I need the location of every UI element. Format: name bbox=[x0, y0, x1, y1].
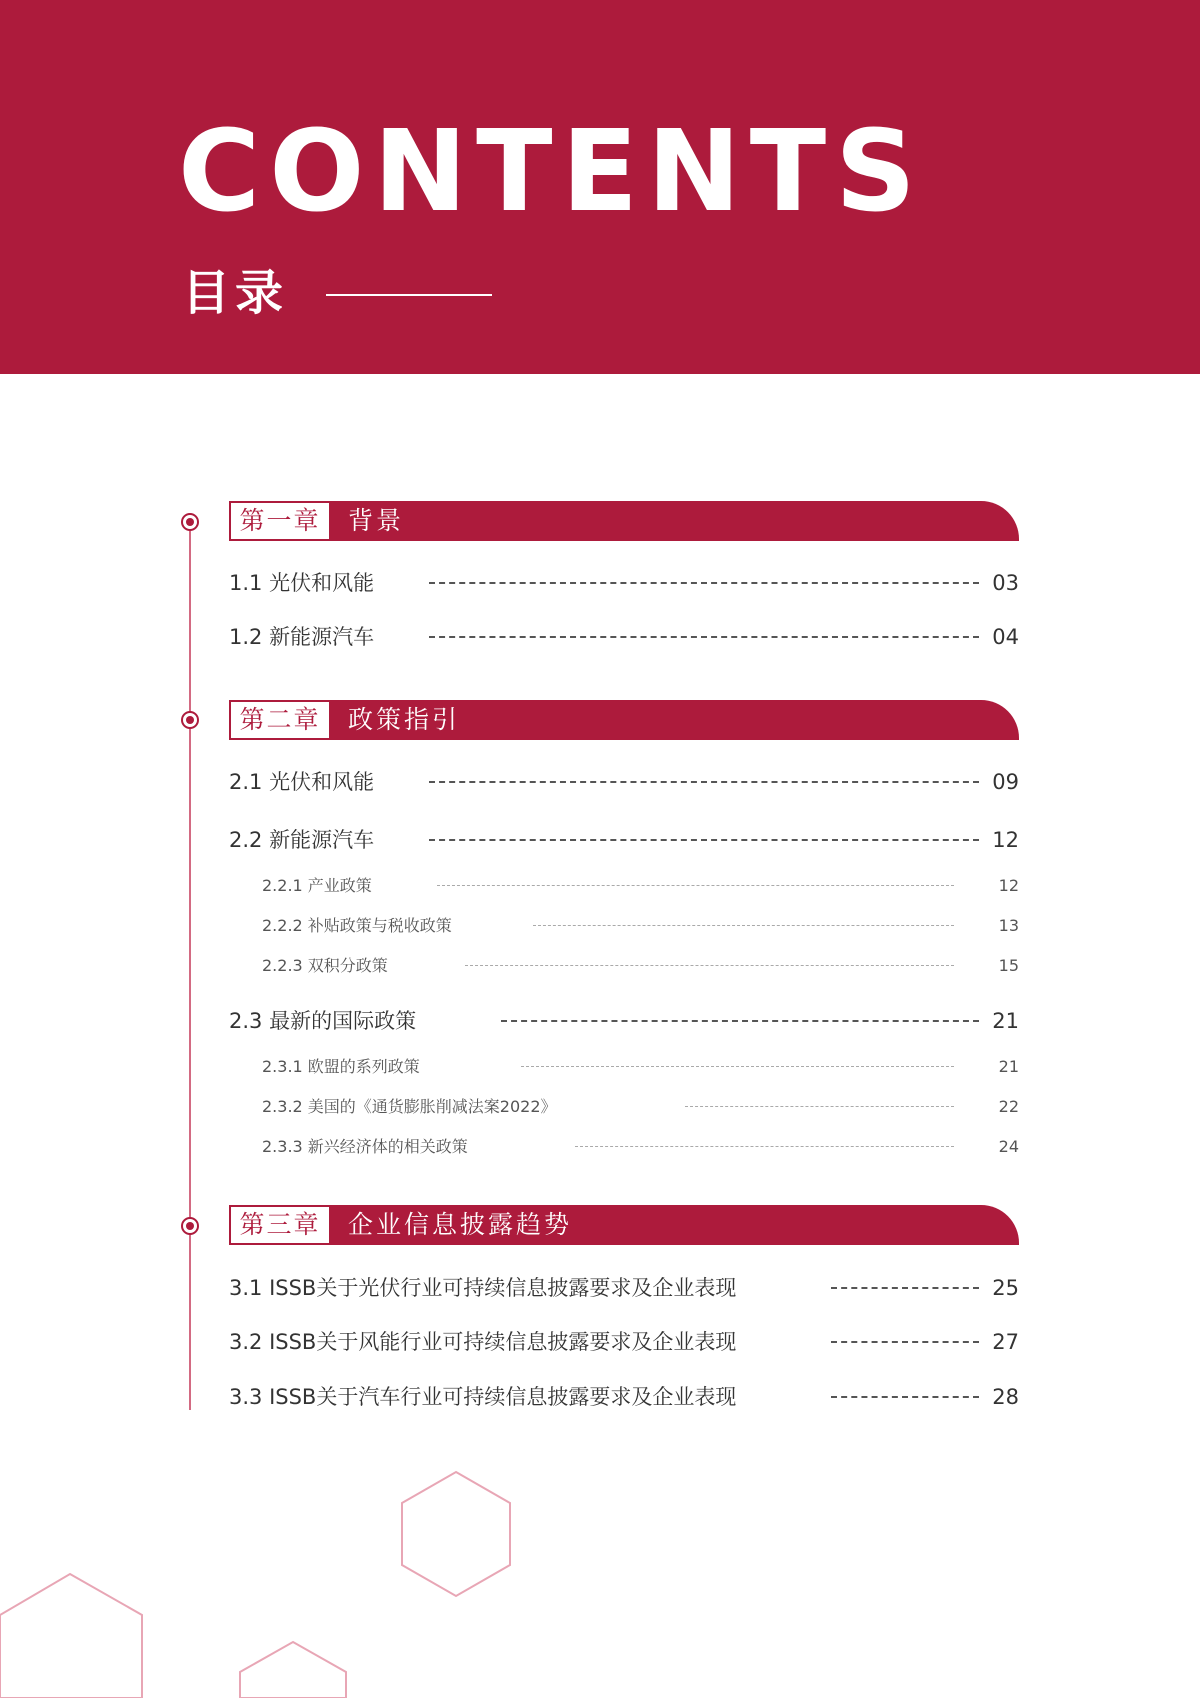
toc-entry-3-3[interactable] bbox=[229, 1381, 1019, 1413]
dotted-leader bbox=[831, 1341, 979, 1343]
chapter-3-number: 第三章 bbox=[229, 1205, 331, 1245]
toc-entry-2-2[interactable] bbox=[229, 824, 1019, 856]
chapter-1-name: 背景 bbox=[348, 506, 405, 535]
dotted-leader bbox=[465, 965, 954, 966]
chapter-3-marker-icon bbox=[181, 1217, 199, 1235]
chapter-2-number: 第二章 bbox=[229, 700, 331, 740]
dotted-leader bbox=[501, 1020, 979, 1022]
chapter-1-marker-icon bbox=[181, 513, 199, 531]
toc-entry-label: 2.3.3 新兴经济体的相关政策 bbox=[262, 1137, 468, 1156]
toc-entry-2-3-1[interactable] bbox=[229, 1053, 1019, 1081]
chapter-2-name: 政策指引 bbox=[348, 705, 461, 734]
toc-entry-label: 3.1 ISSB关于光伏行业可持续信息披露要求及企业表现 bbox=[229, 1276, 737, 1300]
dotted-leader bbox=[429, 636, 979, 638]
toc-entry-label: 1.2 新能源汽车 bbox=[229, 625, 375, 649]
toc-entry-page: 22 bbox=[998, 1097, 1019, 1116]
dotted-leader bbox=[831, 1396, 979, 1398]
toc-entry-2-3-2[interactable] bbox=[229, 1093, 1019, 1121]
dotted-leader bbox=[429, 781, 979, 783]
toc-entry-page: 27 bbox=[992, 1330, 1019, 1354]
toc-entry-page: 13 bbox=[998, 916, 1019, 935]
toc-entry-label: 2.3.1 欧盟的系列政策 bbox=[262, 1057, 420, 1076]
hexagon-icon bbox=[240, 1642, 346, 1698]
toc-entry-label: 2.2 新能源汽车 bbox=[229, 828, 375, 852]
dotted-leader bbox=[521, 1066, 954, 1067]
toc-entry-page: 09 bbox=[992, 770, 1019, 794]
toc-entry-label: 2.2.1 产业政策 bbox=[262, 876, 372, 895]
toc-entry-2-2-2[interactable] bbox=[229, 912, 1019, 940]
timeline-line bbox=[189, 520, 191, 1410]
toc-entry-page: 03 bbox=[992, 571, 1019, 595]
toc-entry-page: 25 bbox=[992, 1276, 1019, 1300]
toc-entry-page: 21 bbox=[998, 1057, 1019, 1076]
mulu-title: 目录 bbox=[182, 265, 289, 321]
hexagon-icon bbox=[402, 1472, 510, 1596]
toc-entry-page: 24 bbox=[998, 1137, 1019, 1156]
toc-entry-2-3-3[interactable] bbox=[229, 1133, 1019, 1161]
toc-entry-page: 28 bbox=[992, 1385, 1019, 1409]
dotted-leader bbox=[429, 582, 979, 584]
chapter-1-number: 第一章 bbox=[229, 501, 331, 541]
toc-entry-2-3[interactable] bbox=[229, 1005, 1019, 1037]
contents-title: CONTENTS bbox=[178, 107, 925, 237]
dotted-leader bbox=[533, 925, 954, 926]
toc-entry-label: 1.1 光伏和风能 bbox=[229, 571, 375, 595]
dotted-leader bbox=[575, 1146, 954, 1147]
toc-entry-2-2-1[interactable] bbox=[229, 872, 1019, 900]
dotted-leader bbox=[429, 839, 979, 841]
toc-entry-label: 2.2.3 双积分政策 bbox=[262, 956, 388, 975]
title-underline bbox=[326, 294, 492, 296]
toc-entry-1-1[interactable] bbox=[229, 567, 1019, 599]
dotted-leader bbox=[437, 885, 954, 886]
hexagon-icon bbox=[0, 1574, 142, 1698]
toc-entry-1-2[interactable] bbox=[229, 621, 1019, 653]
toc-entry-page: 15 bbox=[998, 956, 1019, 975]
toc-entry-page: 04 bbox=[992, 625, 1019, 649]
toc-entry-label: 2.1 光伏和风能 bbox=[229, 770, 375, 794]
toc-entry-2-1[interactable] bbox=[229, 766, 1019, 798]
header-banner bbox=[0, 0, 1200, 374]
toc-entry-3-2[interactable] bbox=[229, 1326, 1019, 1358]
dotted-leader bbox=[685, 1106, 954, 1107]
toc-entry-label: 2.2.2 补贴政策与税收政策 bbox=[262, 916, 452, 935]
toc-entry-3-1[interactable] bbox=[229, 1272, 1019, 1304]
toc-entry-2-2-3[interactable] bbox=[229, 952, 1019, 980]
toc-entry-page: 12 bbox=[998, 876, 1019, 895]
toc-entry-label: 2.3 最新的国际政策 bbox=[229, 1009, 417, 1033]
toc-entry-label: 3.3 ISSB关于汽车行业可持续信息披露要求及企业表现 bbox=[229, 1385, 737, 1409]
toc-entry-page: 21 bbox=[992, 1009, 1019, 1033]
toc-entry-label: 3.2 ISSB关于风能行业可持续信息披露要求及企业表现 bbox=[229, 1330, 737, 1354]
chapter-3-name: 企业信息披露趋势 bbox=[348, 1210, 573, 1239]
chapter-2-marker-icon bbox=[181, 711, 199, 729]
toc-entry-label: 2.3.2 美国的《通货膨胀削减法案2022》 bbox=[262, 1097, 557, 1116]
dotted-leader bbox=[831, 1287, 979, 1289]
toc-entry-page: 12 bbox=[992, 828, 1019, 852]
